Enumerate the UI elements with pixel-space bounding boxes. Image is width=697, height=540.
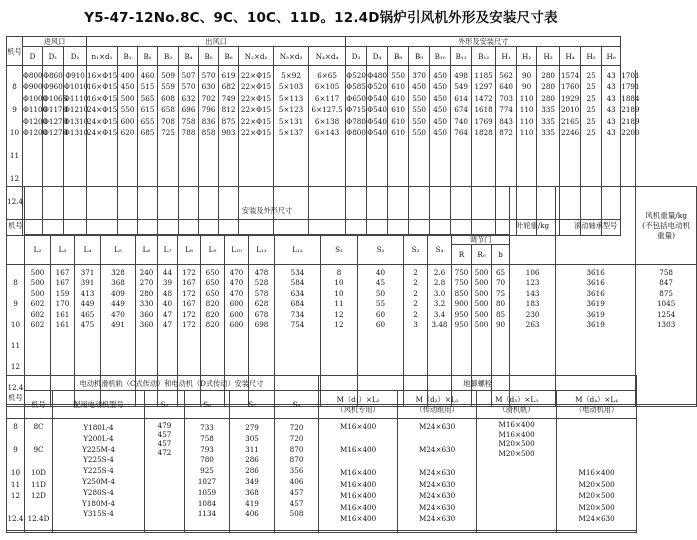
machine-number: 9 xyxy=(12,105,17,114)
col-header-bearing: 滚动轴承型号 xyxy=(556,187,636,265)
col-header: B₆ xyxy=(219,47,239,66)
col-header-bolt-fan: M（d₁）×L₂ （风机专用） xyxy=(319,391,398,419)
col-header: D xyxy=(23,47,43,66)
col-header: B₂ xyxy=(138,47,158,66)
data-column: M24×630 M24×630 M24×630 M24×630 M24×630 M24×630 M24×630 xyxy=(398,419,477,531)
table-motor-rail-and-bolts xyxy=(6,375,637,533)
machine-number: 8 xyxy=(12,82,17,91)
data-column: 479 457 457 472 xyxy=(145,419,185,531)
col-header: H₅ xyxy=(581,47,602,66)
data-column: 5×92 5×103 5×113 5×123 5×131 5×137 xyxy=(274,70,309,220)
col-header: B₉ xyxy=(409,47,430,66)
page-title: Y5-47-12No.8C、9C、10C、11D。12.4D锅炉引风机外形及安装尺寸表 xyxy=(84,10,558,26)
data-column: Φ520 Φ585 Φ650 Φ715 Φ780 Φ800 xyxy=(346,70,367,220)
col-group-rail: 电动机滑机轨（C式传动）和电动机（D式传动）安装尺寸 xyxy=(25,376,319,391)
col-header: L₄ xyxy=(75,235,101,265)
data-column: 650 650 650 820 820 820 xyxy=(201,268,225,405)
machine-number: 11 xyxy=(9,151,20,160)
data-column: 2.6 2.8 3.0 3.2 3.4 3.48 xyxy=(428,268,452,405)
data-column: M16×400 M16×400 M16×400 M16×400 M16×400 M16×400 M16×400 xyxy=(319,419,398,531)
data-column: 460 515 565 615 655 685 xyxy=(138,70,158,220)
motor-model-column: Y180L-4 Y200L-4 Y225M-4 Y225S-4 Y225S-4 Y250M-4 Y280S-4 Y180M-4 Y315S-4 xyxy=(53,419,145,531)
col-header: H₃ xyxy=(537,47,560,66)
data-column: 619 682 749 812 875 903 xyxy=(219,70,239,220)
col-header: B₈ xyxy=(388,47,409,66)
col-header: B₁₁ xyxy=(451,47,472,66)
col-header-bolt-rail: M（d₃）×L₃ （滑机轨） xyxy=(477,391,557,419)
data-column: 500 500 500 602 602 602 xyxy=(25,268,51,405)
col-header: R xyxy=(452,245,472,265)
data-column: 509 559 608 658 708 725 xyxy=(158,70,179,220)
col-header: B₃ xyxy=(158,47,179,66)
data-column: 720 720 870 870 356 406 457 457 508 xyxy=(275,419,319,531)
col-header: R₀ xyxy=(472,245,492,265)
data-column: 470 470 470 600 600 600 xyxy=(225,268,249,405)
data-column: 371 391 413 449 465 475 xyxy=(75,268,101,405)
data-column: 550 610 610 610 610 610 xyxy=(388,70,409,220)
col-header-bolt-drive: M（d₂）×L₁ （传动组用） xyxy=(398,391,477,419)
col-header: H₄ xyxy=(560,47,581,66)
data-column: 40 45 50 55 60 60 xyxy=(358,268,404,405)
col-header: N₃×d₃ xyxy=(274,47,309,66)
col-header: S₆ xyxy=(185,391,230,419)
col-header: L₂ xyxy=(25,235,51,265)
col-header: b xyxy=(492,245,510,265)
col-header: S₁ xyxy=(321,235,358,265)
machine-number: 12.4 xyxy=(7,197,24,206)
data-column: 498 549 614 674 740 764 xyxy=(451,70,472,220)
machine-number: 9 xyxy=(13,299,18,308)
col-group-gate: 调节门 xyxy=(452,235,510,245)
col-header-fan-weight: 风机重量/kg (不包括电动机 重量) xyxy=(636,187,697,265)
data-column: M16×400 M16×400 M20×500 M20×500 xyxy=(477,419,557,531)
table-installation-dimensions xyxy=(6,186,697,407)
col-header: L₇ xyxy=(158,235,178,265)
machine-number: 10 xyxy=(10,320,21,329)
data-column: 750 750 850 900 950 950 xyxy=(452,268,472,405)
col-group-install: 安装及外形尺寸 xyxy=(25,187,510,235)
col-header: S₈ xyxy=(275,391,319,419)
data-column: 279 305 311 286 286 349 368 419 406 xyxy=(230,419,275,531)
machine-number: 8 xyxy=(13,278,18,287)
machine-number: 12 xyxy=(10,362,21,371)
col-header: H₆ xyxy=(602,47,621,66)
data-column: Φ860 Φ960 Φ1065 Φ1170 Φ1270 Φ1270 xyxy=(43,70,64,220)
data-column: 2 2 2 2 2 3 xyxy=(404,268,428,405)
data-column: 758 847 875 1045 1254 1303 xyxy=(636,268,697,405)
data-column: 25 25 25 25 25 25 xyxy=(581,70,602,220)
machine-number: 12 xyxy=(9,174,20,183)
col-header: B₅ xyxy=(199,47,219,66)
col-header: S₇ xyxy=(230,391,275,419)
col-header: L₈ xyxy=(178,235,201,265)
col-header: n₁×d₁ xyxy=(87,47,118,66)
machine-model-column: 8C 9C 10D 11D 12D 12.4D xyxy=(25,419,53,531)
col-header: L₁₁ xyxy=(249,235,275,265)
col-header: L₁₀ xyxy=(225,235,249,265)
col-header-no: 机号 xyxy=(25,391,53,419)
col-header: N₂×d₂ xyxy=(239,47,274,66)
col-header: L₉ xyxy=(201,235,225,265)
data-column: 1574 1760 1929 2010 2165 2246 xyxy=(560,70,581,220)
data-column: 733 758 793 780 925 1027 1059 1084 1134 xyxy=(185,419,230,531)
col-header: D₃ xyxy=(346,47,367,66)
machine-number: 10 xyxy=(9,128,20,137)
data-column: 280 280 280 335 335 335 xyxy=(537,70,560,220)
data-column: 8 10 10 11 12 12 xyxy=(321,268,358,405)
col-header: B₁₂ xyxy=(472,47,496,66)
col-header: B₁₀ xyxy=(430,47,451,66)
col-header: L₁₂ xyxy=(275,235,321,265)
col-header-machine: 机号 xyxy=(7,376,25,419)
col-header: S₅ xyxy=(145,391,185,419)
col-header: B₄ xyxy=(179,47,199,66)
machine-number: 11 xyxy=(10,341,21,350)
data-column: 500 500 500 500 500 500 xyxy=(472,268,492,405)
col-header: S₂ xyxy=(358,235,404,265)
col-header: L₃ xyxy=(51,235,75,265)
col-header: S₄ xyxy=(428,235,452,265)
data-column: 90 90 110 110 110 110 xyxy=(517,70,537,220)
data-column: 106 123 143 183 230 263 xyxy=(510,268,556,405)
col-header: N₄×d₄ xyxy=(309,47,346,66)
data-column: 44 39 48 40 47 47 xyxy=(158,268,178,405)
col-header-machine: 机号 xyxy=(7,37,23,66)
data-column: Φ800 Φ900 Φ1000 Φ1100 Φ1200 Φ1200 xyxy=(23,70,43,220)
data-column: 450 450 450 450 450 450 xyxy=(430,70,451,220)
data-column: 3616 3616 3616 3619 3619 3619 xyxy=(556,268,636,405)
col-header: B₁ xyxy=(118,47,138,66)
col-header: D₂ xyxy=(64,47,87,66)
data-column: 570 630 702 796 836 858 xyxy=(199,70,219,220)
data-column: 167 167 159 170 161 161 xyxy=(51,268,75,405)
data-column: 6×65 6×105 6×117 6×127.5 6×138 6×143 xyxy=(309,70,346,220)
machine-number-column: 8 9 10 11 12 12.4 xyxy=(7,419,25,531)
data-column: 172 167 172 167 172 172 xyxy=(178,268,201,405)
col-header-impeller-weight: 叶轮重/kg xyxy=(510,187,556,265)
data-column: 43 43 43 43 43 43 xyxy=(602,70,621,220)
data-column: 1701 1791 1884 2189 2189 2200 xyxy=(621,70,636,220)
col-header-motor: 配用电动机型号 xyxy=(53,391,145,419)
data-column: 16×Φ15 16×Φ15 16×Φ15 24×Φ15 24×Φ15 24×Φ15 xyxy=(87,70,118,220)
data-column: 328 368 409 449 470 491 xyxy=(101,268,136,405)
data-column: 534 584 634 684 734 754 xyxy=(275,268,321,405)
col-header: L₆ xyxy=(136,235,158,265)
col-group-outline: 外形及安装尺寸 xyxy=(346,37,621,47)
data-column: 370 450 550 550 550 550 xyxy=(409,70,430,220)
data-column: M16×400 M20×500 M20×500 M20×500 M24×630 xyxy=(557,419,637,531)
data-column: Φ480 Φ520 Φ540 Φ540 Φ540 Φ540 xyxy=(367,70,388,220)
col-header: H₂ xyxy=(517,47,537,66)
data-column: 240 270 280 330 360 360 xyxy=(136,268,158,405)
data-column: 507 570 632 696 758 788 xyxy=(179,70,199,220)
data-column: Φ910 Φ1010 Φ1110 Φ1210 Φ1310 Φ1310 xyxy=(64,70,87,220)
data-column: 65 70 75 80 85 90 xyxy=(492,268,510,405)
data-column: 1185 1297 1472 1618 1769 1828 xyxy=(472,70,496,220)
col-group-bolt: 地脚螺栓 xyxy=(319,376,637,391)
data-column: 478 528 578 628 678 698 xyxy=(249,268,275,405)
col-group-outlet: 出风口 xyxy=(87,37,346,47)
data-column: 400 450 500 550 600 620 xyxy=(118,70,138,220)
col-header: D₄ xyxy=(367,47,388,66)
machine-number: 12.4 xyxy=(7,383,24,392)
data-column: 22×Φ15 22×Φ15 22×Φ15 22×Φ15 22×Φ15 22×Φ15 xyxy=(239,70,274,220)
col-header-machine: 机号 xyxy=(7,187,25,265)
col-header: H₁ xyxy=(496,47,517,66)
data-column: 562 640 703 774 843 872 xyxy=(496,70,517,220)
col-header: D₁ xyxy=(43,47,64,66)
col-header: S₃ xyxy=(404,235,428,265)
col-header-bolt-motor: M（d₄）×L₄ （电动机用） xyxy=(557,391,637,419)
col-group-inlet: 进风口 xyxy=(23,37,87,47)
col-header: L₅ xyxy=(101,235,136,265)
